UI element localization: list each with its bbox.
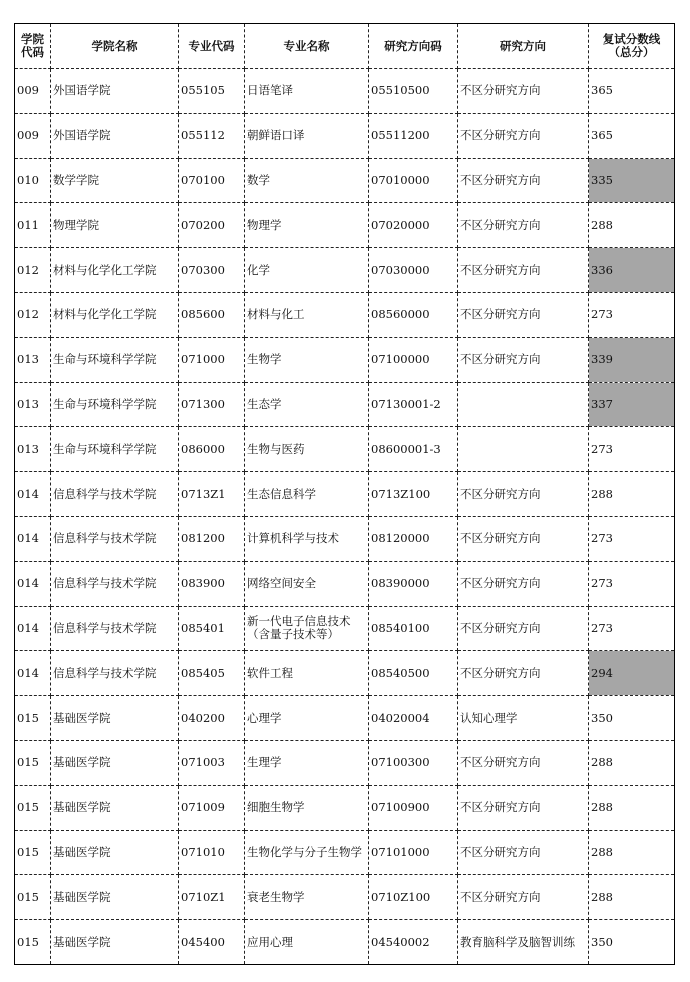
table-row (15, 740, 675, 785)
table-row (15, 472, 675, 517)
table-row (15, 69, 675, 114)
direction-cell: 教育脑科学及脑智训练 (458, 920, 589, 965)
direction-code-cell: 05510500 (369, 69, 458, 114)
major-name-cell: 物理学 (245, 203, 369, 248)
direction-cell: 不区分研究方向 (458, 248, 589, 293)
table-row (15, 203, 675, 248)
major-name-cell: 化学 (245, 248, 369, 293)
score-cell: 273 (589, 292, 675, 337)
score-cell: 273 (589, 516, 675, 561)
table-row (15, 382, 675, 427)
table-row (15, 875, 675, 920)
major-code-cell: 070100 (179, 158, 245, 203)
college-code-cell: 014 (15, 606, 51, 651)
college-code-cell: 014 (15, 651, 51, 696)
direction-cell: 不区分研究方向 (458, 785, 589, 830)
header-row (15, 24, 675, 69)
score-cell: 350 (589, 696, 675, 741)
major-code-cell: 083900 (179, 561, 245, 606)
direction-cell (458, 382, 589, 427)
header-major-code: 专业代码 (179, 24, 245, 69)
table-row (15, 561, 675, 606)
header-score: 复试分数线 （总分） (589, 24, 675, 69)
college-name-cell: 信息科学与技术学院 (51, 561, 179, 606)
major-code-cell: 071000 (179, 337, 245, 382)
college-code-cell: 013 (15, 382, 51, 427)
direction-code-cell: 08560000 (369, 292, 458, 337)
college-name-cell: 基础医学院 (51, 696, 179, 741)
college-name-cell: 生命与环境科学学院 (51, 427, 179, 472)
direction-code-cell: 04540002 (369, 920, 458, 965)
table-row (15, 696, 675, 741)
header-direction-code: 研究方向码 (369, 24, 458, 69)
direction-cell: 认知心理学 (458, 696, 589, 741)
table-row (15, 606, 675, 651)
major-name-cell: 生态学 (245, 382, 369, 427)
direction-cell: 不区分研究方向 (458, 472, 589, 517)
major-name-cell: 应用心理 (245, 920, 369, 965)
direction-code-cell: 07100300 (369, 740, 458, 785)
table-row (15, 830, 675, 875)
major-code-cell: 045400 (179, 920, 245, 965)
direction-code-cell: 08540500 (369, 651, 458, 696)
header-major-name: 专业名称 (245, 24, 369, 69)
college-name-cell: 基础医学院 (51, 920, 179, 965)
direction-cell: 不区分研究方向 (458, 158, 589, 203)
direction-cell: 不区分研究方向 (458, 292, 589, 337)
college-code-cell: 009 (15, 69, 51, 114)
college-code-cell: 015 (15, 740, 51, 785)
major-code-cell: 070300 (179, 248, 245, 293)
college-code-cell: 015 (15, 696, 51, 741)
table-row (15, 920, 675, 965)
direction-cell (458, 427, 589, 472)
college-name-cell: 信息科学与技术学院 (51, 516, 179, 561)
score-cell: 294 (589, 651, 675, 696)
college-code-cell: 015 (15, 875, 51, 920)
direction-cell: 不区分研究方向 (458, 875, 589, 920)
direction-cell: 不区分研究方向 (458, 830, 589, 875)
major-name-cell: 衰老生物学 (245, 875, 369, 920)
major-name-cell: 软件工程 (245, 651, 369, 696)
major-code-cell: 0713Z1 (179, 472, 245, 517)
college-name-cell: 基础医学院 (51, 785, 179, 830)
score-cell: 339 (589, 337, 675, 382)
direction-code-cell: 08540100 (369, 606, 458, 651)
direction-code-cell: 0710Z100 (369, 875, 458, 920)
college-code-cell: 014 (15, 516, 51, 561)
cutoff-score-table (14, 23, 675, 965)
score-cell: 336 (589, 248, 675, 293)
direction-code-cell: 07100000 (369, 337, 458, 382)
major-code-cell: 081200 (179, 516, 245, 561)
major-name-cell: 网络空间安全 (245, 561, 369, 606)
major-name-cell: 日语笔译 (245, 69, 369, 114)
major-name-cell: 生物与医药 (245, 427, 369, 472)
table-row (15, 427, 675, 472)
direction-code-cell: 07101000 (369, 830, 458, 875)
direction-code-cell: 07130001-2 (369, 382, 458, 427)
direction-code-cell: 08390000 (369, 561, 458, 606)
major-code-cell: 055112 (179, 113, 245, 158)
direction-cell: 不区分研究方向 (458, 606, 589, 651)
direction-code-cell: 07030000 (369, 248, 458, 293)
table-row (15, 785, 675, 830)
score-cell: 288 (589, 472, 675, 517)
college-code-cell: 015 (15, 920, 51, 965)
major-code-cell: 071003 (179, 740, 245, 785)
college-name-cell: 物理学院 (51, 203, 179, 248)
major-code-cell: 040200 (179, 696, 245, 741)
college-name-cell: 信息科学与技术学院 (51, 472, 179, 517)
table-row (15, 651, 675, 696)
direction-cell: 不区分研究方向 (458, 69, 589, 114)
major-name-cell: 心理学 (245, 696, 369, 741)
major-name-cell: 生物学 (245, 337, 369, 382)
header-college-name: 学院名称 (51, 24, 179, 69)
college-name-cell: 基础医学院 (51, 875, 179, 920)
major-code-cell: 085405 (179, 651, 245, 696)
direction-code-cell: 05511200 (369, 113, 458, 158)
college-code-cell: 015 (15, 785, 51, 830)
major-code-cell: 071009 (179, 785, 245, 830)
major-code-cell: 0710Z1 (179, 875, 245, 920)
score-cell: 273 (589, 561, 675, 606)
direction-code-cell: 08600001-3 (369, 427, 458, 472)
major-code-cell: 055105 (179, 69, 245, 114)
table-row (15, 337, 675, 382)
major-code-cell: 070200 (179, 203, 245, 248)
major-name-cell: 材料与化工 (245, 292, 369, 337)
table-row (15, 113, 675, 158)
score-cell: 273 (589, 427, 675, 472)
major-name-cell: 生物化学与分子生物学 (245, 830, 369, 875)
score-cell: 288 (589, 830, 675, 875)
table-row (15, 158, 675, 203)
major-name-cell: 新一代电子信息技术（含量子技术等） (245, 606, 369, 651)
header-direction: 研究方向 (458, 24, 589, 69)
college-name-cell: 基础医学院 (51, 830, 179, 875)
direction-cell: 不区分研究方向 (458, 651, 589, 696)
direction-cell: 不区分研究方向 (458, 740, 589, 785)
major-code-cell: 071010 (179, 830, 245, 875)
score-cell: 365 (589, 69, 675, 114)
table-body (15, 69, 675, 965)
major-name-cell: 生理学 (245, 740, 369, 785)
major-code-cell: 071300 (179, 382, 245, 427)
college-code-cell: 010 (15, 158, 51, 203)
college-code-cell: 013 (15, 337, 51, 382)
score-cell: 288 (589, 203, 675, 248)
score-cell: 288 (589, 785, 675, 830)
table-row (15, 516, 675, 561)
major-code-cell: 086000 (179, 427, 245, 472)
direction-code-cell: 0713Z100 (369, 472, 458, 517)
major-name-cell: 计算机科学与技术 (245, 516, 369, 561)
college-code-cell: 014 (15, 472, 51, 517)
major-code-cell: 085401 (179, 606, 245, 651)
major-name-cell: 生态信息科学 (245, 472, 369, 517)
score-cell: 350 (589, 920, 675, 965)
direction-code-cell: 08120000 (369, 516, 458, 561)
college-name-cell: 基础医学院 (51, 740, 179, 785)
direction-cell: 不区分研究方向 (458, 561, 589, 606)
college-code-cell: 011 (15, 203, 51, 248)
table-row (15, 248, 675, 293)
score-cell: 288 (589, 875, 675, 920)
direction-cell: 不区分研究方向 (458, 337, 589, 382)
direction-cell: 不区分研究方向 (458, 113, 589, 158)
major-name-cell: 朝鲜语口译 (245, 113, 369, 158)
college-name-cell: 外国语学院 (51, 69, 179, 114)
score-cell: 288 (589, 740, 675, 785)
direction-code-cell: 07020000 (369, 203, 458, 248)
direction-code-cell: 07100900 (369, 785, 458, 830)
header-college-code: 学院 代码 (15, 24, 51, 69)
college-name-cell: 材料与化学化工学院 (51, 248, 179, 293)
college-code-cell: 013 (15, 427, 51, 472)
direction-code-cell: 07010000 (369, 158, 458, 203)
direction-cell: 不区分研究方向 (458, 203, 589, 248)
score-cell: 365 (589, 113, 675, 158)
college-code-cell: 012 (15, 292, 51, 337)
major-name-cell: 细胞生物学 (245, 785, 369, 830)
college-code-cell: 014 (15, 561, 51, 606)
college-name-cell: 材料与化学化工学院 (51, 292, 179, 337)
college-name-cell: 生命与环境科学学院 (51, 382, 179, 427)
direction-code-cell: 04020004 (369, 696, 458, 741)
college-code-cell: 015 (15, 830, 51, 875)
major-code-cell: 085600 (179, 292, 245, 337)
college-name-cell: 信息科学与技术学院 (51, 651, 179, 696)
score-cell: 335 (589, 158, 675, 203)
college-code-cell: 009 (15, 113, 51, 158)
college-code-cell: 012 (15, 248, 51, 293)
table-row (15, 292, 675, 337)
major-name-cell: 数学 (245, 158, 369, 203)
college-name-cell: 生命与环境科学学院 (51, 337, 179, 382)
direction-cell: 不区分研究方向 (458, 516, 589, 561)
score-cell: 273 (589, 606, 675, 651)
college-name-cell: 外国语学院 (51, 113, 179, 158)
score-cell: 337 (589, 382, 675, 427)
college-name-cell: 信息科学与技术学院 (51, 606, 179, 651)
college-name-cell: 数学学院 (51, 158, 179, 203)
